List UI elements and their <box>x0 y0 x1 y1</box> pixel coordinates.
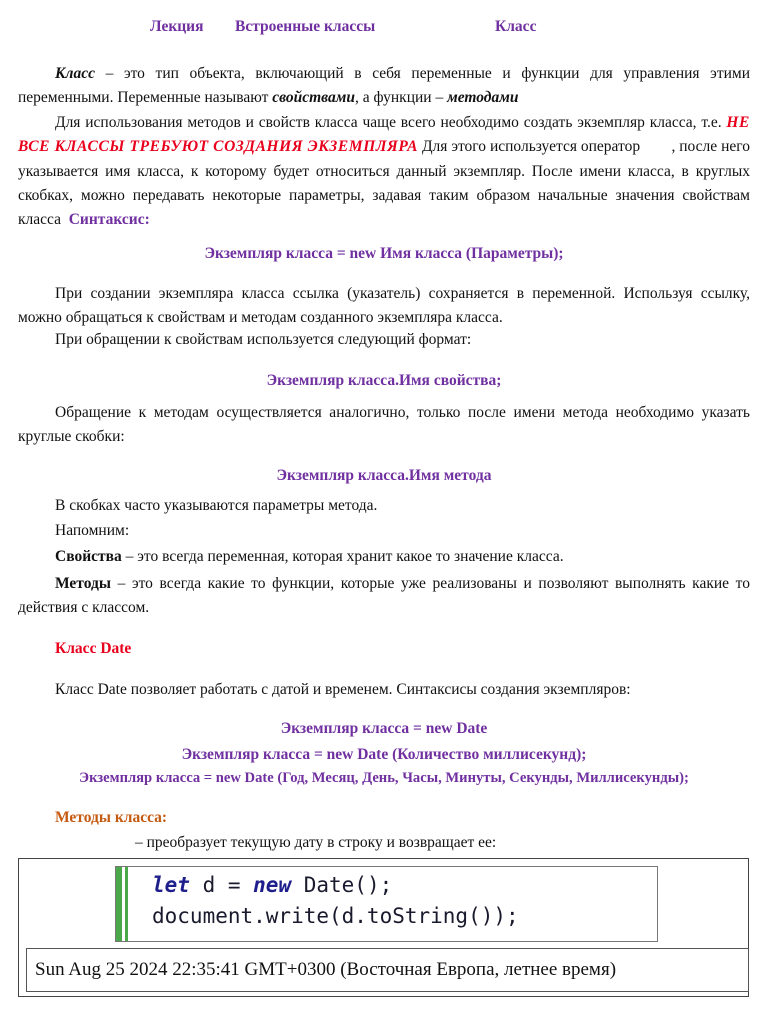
code-keyword-let: let <box>152 873 190 897</box>
header-lecture: Лекция <box>150 18 204 35</box>
methods-heading: Методы класса: <box>55 809 168 826</box>
methods-def-text: – это всегда какие то функции, которые уже реализованы и позволяют выполнять какие то действия с классом. <box>18 575 750 617</box>
code-line1-mid: d = <box>189 873 254 897</box>
properties-format-text: При обращении к свойствам используется следующий формат: <box>55 331 472 348</box>
class-term: Класс <box>55 65 95 82</box>
methods-def-term: Методы <box>55 575 111 592</box>
tostring-method-description: – преобразует текущую дату в строку и возвращает ее: <box>135 834 497 851</box>
properties-def-term: Свойства <box>55 548 122 565</box>
code-gutter-bar <box>116 867 122 941</box>
properties-definition <box>55 548 564 566</box>
usage-text-1: Для использования методов и свойств класса чаще всего необходимо создать экземпляр класса, т.е. <box>55 114 727 131</box>
instance-warning: НЕ ВСЕ КЛАССЫ ТРЕБУЮТ СОЗДАНИЯ ЭКЗЕМПЛЯРА <box>18 114 750 156</box>
methods-definition <box>18 572 750 621</box>
output-result-text: Sun Aug 25 2024 22:35:41 GMT+0300 (Восточная Европа, летнее время) <box>35 959 617 980</box>
class-def-text2: , а функции – <box>354 89 448 107</box>
date-syntax-components: Экземпляр класса = new Date (Год, Месяц, День, Часы, Минуты, Секунды, Миллисекунды); <box>79 770 689 786</box>
header-topic: Встроенные классы <box>235 18 376 35</box>
syntax-property-access: Экземпляр класса.Имя свойства; <box>266 372 502 389</box>
code-keyword-new: new <box>253 873 292 897</box>
instance-usage-paragraph <box>18 111 754 232</box>
date-class-heading: Класс Date <box>55 640 132 657</box>
syntax-method-access: Экземпляр класса.Имя метода <box>276 467 492 484</box>
method-params-text: В скобках часто указываются параметры метода. <box>55 497 378 514</box>
code-line-2: document.write(d.toString()); <box>152 904 519 928</box>
remind-text: Напомним: <box>55 522 130 539</box>
date-class-intro: Класс Date позволяет работать с датой и временем. Синтаксисы создания экземпляров: <box>55 681 631 698</box>
syntax-create-instance: Экземпляр класса = new Имя класса (Параметры); <box>204 245 564 262</box>
date-syntax-default: Экземпляр класса = new Date <box>280 720 488 737</box>
usage-text-2: Для этого используется оператор , после него указывается имя класса, к которому будет относиться данный экземпляр. После имени класса, в круглых скобках, можно передавать некоторые параметры, задавая таким образом начальные значения свойствам класса <box>18 138 754 229</box>
reference-paragraph: При создании экземпляра класса ссылка (указатель) сохраняется в переменной. Используя ссылку, можно обращаться к свойствам и методам созданного экземпляра класса. <box>18 285 750 327</box>
output-result-box <box>26 948 749 992</box>
properties-term: свойствами <box>272 89 355 107</box>
class-def-text: – это тип объекта, включающий в себя переменные и функции для управления этими переменными. Переменные называют <box>18 65 750 107</box>
date-syntax-milliseconds: Экземпляр класса = new Date (Количество миллисекунд); <box>181 746 587 763</box>
code-snippet <box>115 866 658 942</box>
code-line1-end: Date(); <box>291 873 393 897</box>
syntax-label: Синтаксис: <box>68 211 150 229</box>
methods-term: методами <box>447 89 519 107</box>
code-line-1 <box>152 873 392 897</box>
properties-def-text: – это всегда переменная, которая хранит какое то значение класса. <box>121 548 564 565</box>
lecture-header <box>0 18 768 38</box>
class-definition-paragraph <box>18 62 750 111</box>
methods-access-paragraph: Обращение к методам осуществляется аналогично, только после имени метода необходимо указать круглые скобки: <box>18 404 750 446</box>
header-subject: Класс <box>495 18 537 35</box>
code-gutter-bar-thin <box>125 867 128 941</box>
